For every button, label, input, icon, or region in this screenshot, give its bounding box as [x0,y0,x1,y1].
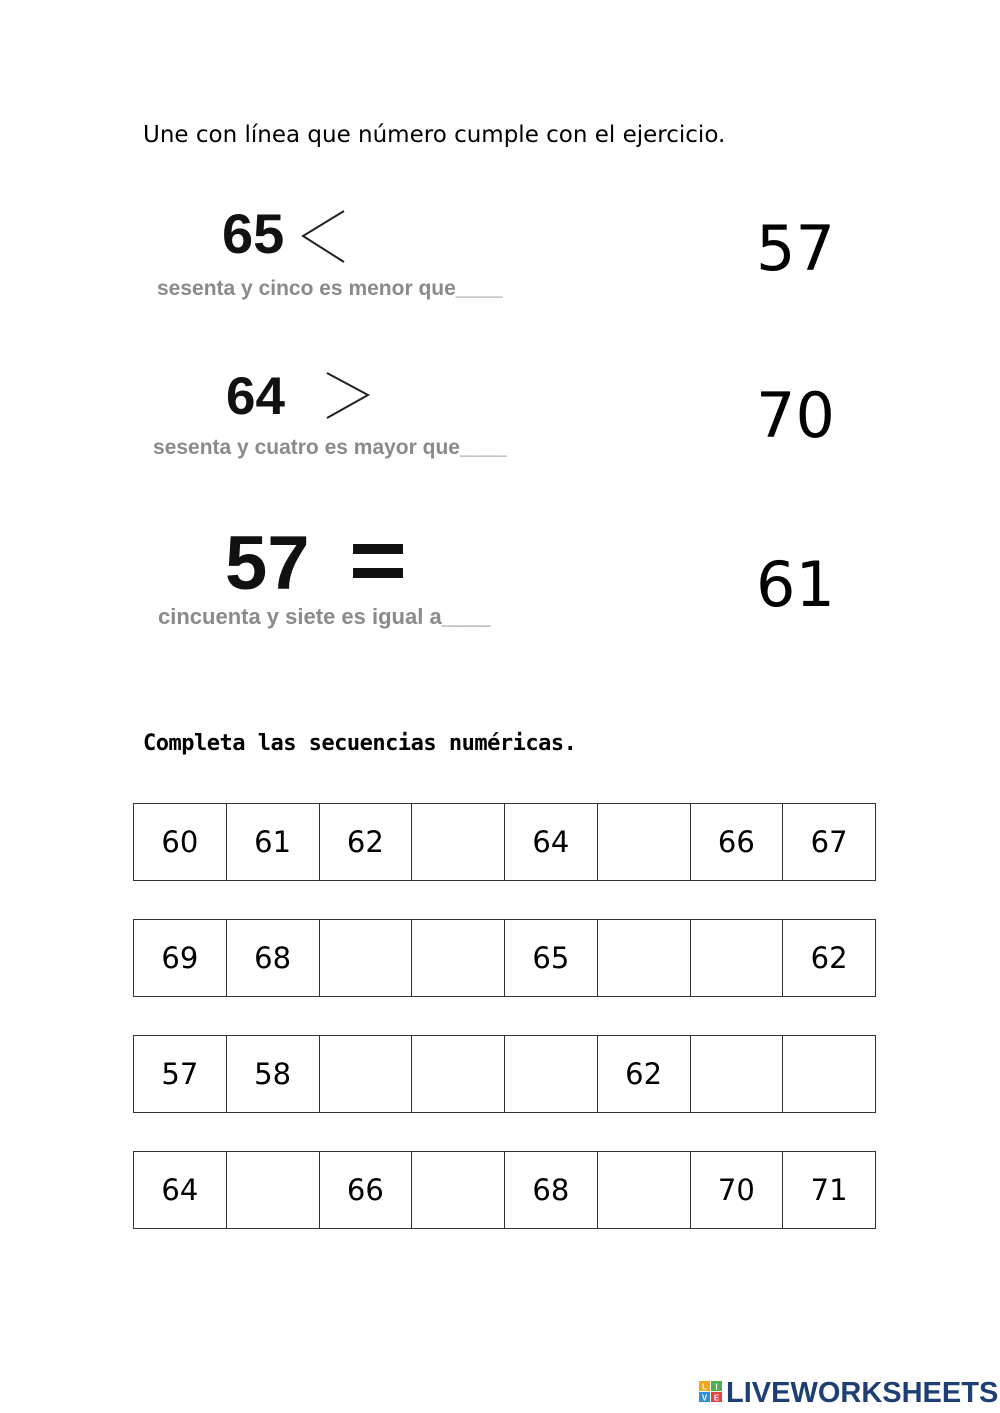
sequence-cell: 67 [783,804,876,881]
sequence-blank-cell[interactable] [690,1036,783,1113]
liveworksheets-brand: LIVEWORKSHEETS [726,1377,999,1409]
table-row [134,804,876,881]
sequence-cell: 68 [505,1152,598,1229]
sequence-blank-cell[interactable] [319,1036,412,1113]
sequence-blank-cell[interactable] [319,920,412,997]
sequence-cell: 62 [319,804,412,881]
exercise-2-number: 64 [226,367,285,426]
sequence-blank-cell[interactable] [412,804,505,881]
sequence-cell: 71 [783,1152,876,1229]
sequence-cell: 61 [226,804,319,881]
sequence-cell: 57 [134,1036,227,1113]
sequence-cell: 66 [690,804,783,881]
sequence-table-4 [133,1151,876,1229]
sequence-table-2 [133,919,876,997]
logo-letter: I [715,1382,718,1392]
sequence-cell: 70 [690,1152,783,1229]
exercise-3-number: 57 [225,521,310,606]
sequence-cell: 58 [226,1036,319,1113]
sequence-blank-cell[interactable] [597,920,690,997]
sequence-table-3 [133,1035,876,1113]
answer-option-70[interactable]: 70 [756,379,835,452]
table-row [134,1152,876,1229]
logo-letter: E [713,1393,720,1403]
greater-than-symbol [323,370,373,422]
instruction-match: Une con línea que número cumple con el ejercicio. [143,122,726,148]
less-than-symbol [298,208,348,266]
sequence-cell: 68 [226,920,319,997]
sequence-blank-cell[interactable] [783,1036,876,1113]
sequence-blank-cell[interactable] [226,1152,319,1229]
sequence-cell: 65 [505,920,598,997]
sequence-cell: 62 [597,1036,690,1113]
sequence-blank-cell[interactable] [690,920,783,997]
table-row [134,1036,876,1113]
sequence-blank-cell[interactable] [412,920,505,997]
exercise-3-caption: cincuenta y siete es igual a____ [158,604,491,629]
sequence-cell: 64 [134,1152,227,1229]
sequence-cell: 66 [319,1152,412,1229]
logo-letter: V [701,1393,708,1403]
exercise-2-caption: sesenta y cuatro es mayor que____ [153,436,507,459]
sequence-blank-cell[interactable] [412,1152,505,1229]
logo-letter: L [702,1382,707,1392]
sequence-blank-cell[interactable] [505,1036,598,1113]
answer-option-57[interactable]: 57 [756,212,835,285]
table-row [134,920,876,997]
answer-option-61[interactable]: 61 [756,548,835,621]
exercise-1-number: 65 [222,202,285,265]
instruction-sequence: Completa las secuencias numéricas. [143,731,577,756]
sequence-cell: 60 [134,804,227,881]
sequence-cell: 64 [505,804,598,881]
sequence-blank-cell[interactable] [597,804,690,881]
liveworksheets-logo-icon [699,1381,723,1403]
exercise-1-caption: sesenta y cinco es menor que____ [157,277,503,300]
sequence-blank-cell[interactable] [412,1036,505,1113]
sequence-table-1 [133,803,876,881]
sequence-cell: 62 [783,920,876,997]
sequence-blank-cell[interactable] [597,1152,690,1229]
equals-symbol [353,542,405,582]
sequence-cell: 69 [134,920,227,997]
